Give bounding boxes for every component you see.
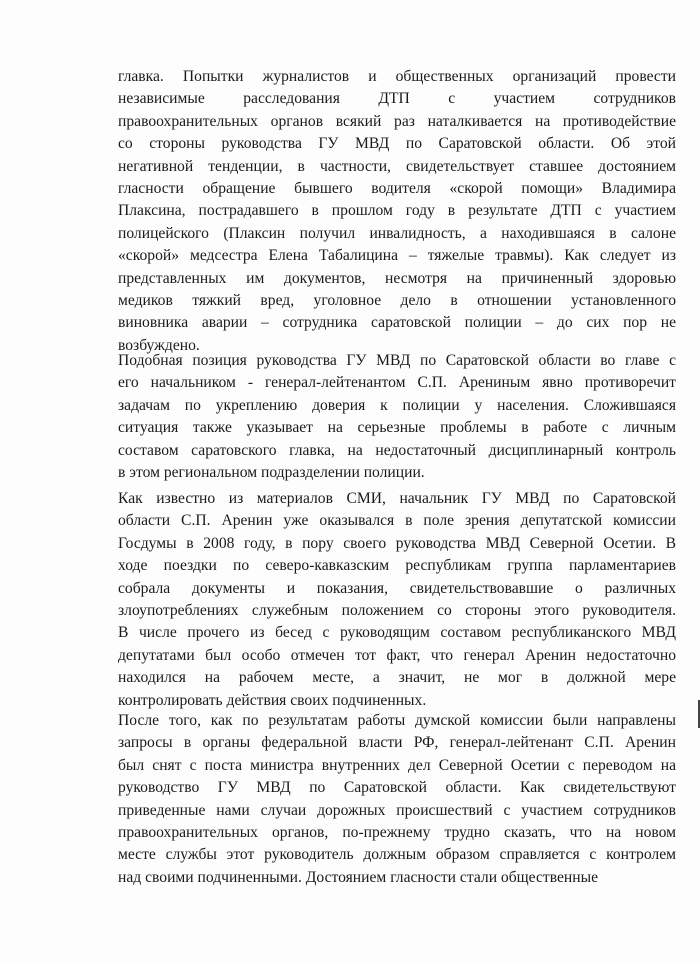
text-line: Как известно из материалов СМИ, начальник ГУ МВД по Саратовской bbox=[118, 490, 676, 507]
text-line: злоупотреблениях служебным положением со стороны этого руководителя. bbox=[118, 601, 676, 619]
text-line: В числе прочего из бесед с руководящим составом республиканского МВД bbox=[118, 624, 676, 642]
text-line: составом саратовского главка, на недостаточный дисциплинарный контроль bbox=[118, 441, 676, 459]
text-line: негативной тенденции, в частности, свидетельствует ставшее достоянием bbox=[118, 157, 676, 175]
text-line: ситуация также указывает на серьезные проблемы в работе с личным bbox=[118, 419, 676, 437]
text-line: «скорой» медсестра Елена Табалицина – тяжелые травмы). Как следует из bbox=[118, 247, 676, 265]
text-line: депутатами был особо отмечен тот факт, что генерал Аренин недостаточно bbox=[118, 646, 676, 664]
text-line: виновника аварии – сотрудника саратовской полиции – до сих пор не bbox=[118, 314, 676, 332]
text-line: После того, как по результатам работы думской комиссии были направлены bbox=[118, 712, 676, 729]
text-line: области С.П. Аренин уже оказывался в поле зрения депутатской комиссии bbox=[118, 512, 676, 530]
text-line: над своими подчиненными. Достоянием гласности стали общественные bbox=[118, 868, 599, 886]
text-line: руководство ГУ МВД по Саратовской области. Как свидетельствуют bbox=[118, 779, 676, 797]
text-line: правоохранительных органов, по-прежнему трудно сказать, что на новом bbox=[118, 823, 676, 841]
text-line: полицейского (Плаксин получил инвалидность, а находившаяся в салоне bbox=[118, 224, 676, 242]
paragraph-4 bbox=[118, 710, 676, 889]
text-line: представленных им документов, несмотря на причиненный здоровью bbox=[118, 269, 676, 287]
text-line: контролировать действия своих подчиненных. bbox=[118, 691, 427, 709]
text-line: его начальником - генерал-лейтенантом С.П. Арениным явно противоречит bbox=[118, 374, 676, 392]
text-line: в этом региональном подразделении полиции. bbox=[118, 463, 425, 481]
text-line: со стороны руководства ГУ МВД по Саратовской области. Об этой bbox=[118, 135, 676, 153]
text-line: ходе поездки по северо-кавказским республикам группа парламентариев bbox=[118, 557, 676, 575]
text-line: собрала документы и показания, свидетельствовавшие о различных bbox=[118, 579, 676, 597]
text-line: находился на рабочем месте, а значит, не мог в должной мере bbox=[118, 669, 676, 687]
text-line: гласности обращение бывшего водителя «скорой помощи» Владимира bbox=[118, 179, 676, 197]
text-line: был снят с поста министра внутренних дел Северной Осетии с переводом на bbox=[118, 756, 676, 774]
paragraph-2 bbox=[118, 350, 676, 484]
text-line: Плаксина, пострадавшего в прошлом году в результате ДТП с участием bbox=[118, 202, 676, 220]
text-line: правоохранительных органов всякий раз наталкивается на противодействие bbox=[118, 112, 676, 130]
text-line: Госдумы в 2008 году, в пору своего руководства МВД Северной Осетии. В bbox=[118, 534, 676, 552]
paragraph-1 bbox=[118, 66, 676, 357]
text-line: медиков тяжкий вред, уголовное дело в отношении установленного bbox=[118, 291, 676, 309]
text-line: запросы в органы федеральной власти РФ, генерал-лейтенант С.П. Аренин bbox=[118, 734, 676, 752]
text-line: возбуждено. bbox=[118, 336, 200, 354]
text-line: месте службы этот руководитель должным образом справляется с контролем bbox=[118, 846, 676, 864]
text-line: задачам по укреплению доверия к полиции у населения. Сложившаяся bbox=[118, 396, 676, 414]
paragraph-3 bbox=[118, 488, 676, 712]
text-line: приведенные нами случаи дорожных происшествий с участием сотрудников bbox=[118, 801, 676, 819]
text-line: независимые расследования ДТП с участием сотрудников bbox=[118, 90, 676, 108]
text-line: Подобная позиция руководства ГУ МВД по Саратовской области во главе с bbox=[118, 352, 676, 369]
text-line: главка. Попытки журналистов и общественных организаций провести bbox=[118, 68, 676, 85]
